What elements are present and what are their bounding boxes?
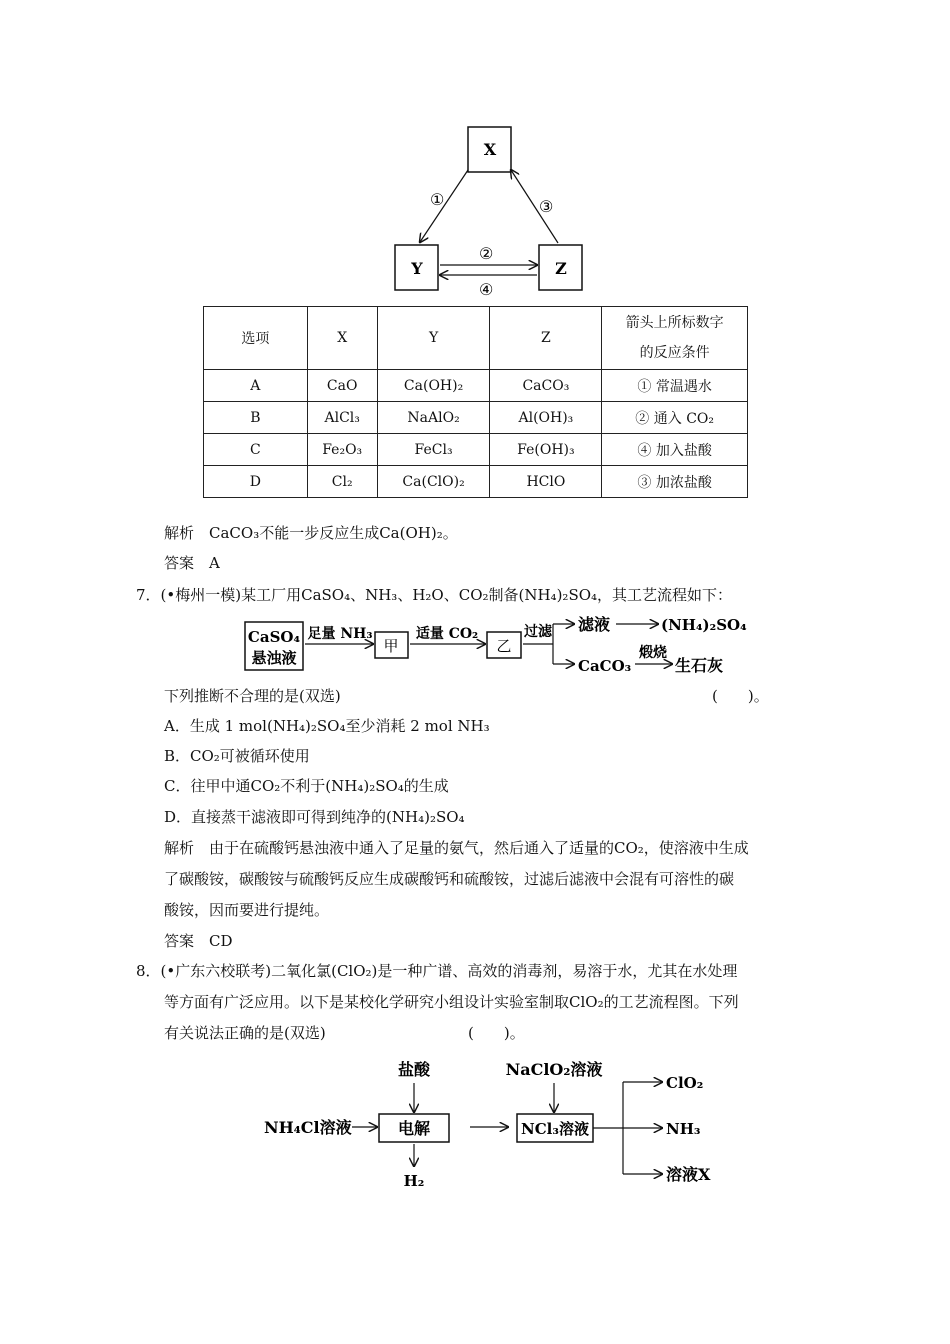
num-2: ② [479, 244, 494, 263]
q8-line3: 有关说法正确的是(双选) [164, 1024, 326, 1042]
header-condition-line1: 箭头上所标数字 [625, 315, 724, 331]
table-cell: ④ 加入盐酸 [602, 434, 748, 466]
q7-option-b: B．CO₂可被循环使用 [164, 747, 310, 765]
table-cell: ① 常温遇水 [602, 370, 748, 402]
q7-option-a: A．生成 1 mol(NH₄)₂SO₄至少消耗 2 mol NH₃ [164, 717, 490, 735]
q8-nh4cl: NH₄Cl溶液 [264, 1118, 352, 1137]
header-option: 选项 [204, 307, 308, 370]
triangle-diagram [380, 120, 600, 300]
q7-prompt: 下列推断不合理的是(双选) [164, 687, 341, 705]
header-x: X [307, 307, 377, 370]
table-row [204, 402, 748, 434]
header-condition [602, 307, 748, 370]
table-cell: NaAlO₂ [377, 402, 490, 434]
header-condition-line2: 的反应条件 [639, 345, 710, 361]
q6-analysis: 解析 CaCO₃不能一步反应生成Ca(OH)₂。 [164, 524, 458, 542]
table-row [204, 434, 748, 466]
q7-flow-diagram [240, 612, 750, 678]
table-cell: Fe₂O₃ [307, 434, 377, 466]
table-cell: ② 通入 CO₂ [602, 402, 748, 434]
q8-electrolysis: 电解 [397, 1119, 431, 1138]
table-cell: ③ 加浓盐酸 [602, 466, 748, 498]
q8-naclo2: NaClO₂溶液 [505, 1060, 603, 1079]
q7-bottom2: 生石灰 [675, 656, 724, 675]
q8-h2: H₂ [403, 1172, 425, 1190]
q8-line1: 8．(•广东六校联考)二氧化氯(ClO₂)是一种广谱、高效的消毒剂，易溶于水，尤其在水处理 [136, 962, 738, 980]
q8-ncl3: NCl₃溶液 [521, 1120, 589, 1138]
q8-blank: ( )。 [468, 1024, 525, 1042]
q7-arrow2-label: 适量 CO₂ [415, 626, 479, 642]
q6-answer: 答案 A [164, 554, 220, 572]
header-z: Z [490, 307, 602, 370]
table-cell: Ca(ClO)₂ [377, 466, 490, 498]
num-4: ④ [479, 280, 494, 299]
q7-box2: 甲 [383, 637, 399, 655]
num-1: ① [430, 190, 445, 209]
table-cell: Ca(OH)₂ [377, 370, 490, 402]
table-cell: HClO [490, 466, 602, 498]
q8-flow-diagram [258, 1055, 738, 1200]
q7-option-d: D．直接蒸干滤液即可得到纯净的(NH₄)₂SO₄ [164, 808, 465, 826]
table-cell: D [204, 466, 308, 498]
q7-analysis-line3: 酸铵，因而要进行提纯。 [164, 901, 330, 919]
q7-analysis-line1: 解析 由于在硫酸钙悬浊液中通入了足量的氨气，然后通入了适量的CO₂，使溶液中生成 [164, 839, 749, 857]
table-cell: A [204, 370, 308, 402]
table-row [204, 370, 748, 402]
table-cell: B [204, 402, 308, 434]
q7-top1: 滤液 [578, 615, 611, 634]
table-cell: CaO [307, 370, 377, 402]
q7-box3: 乙 [496, 637, 512, 655]
q7-stem: 7．(•梅州一模)某工厂用CaSO₄、NH₃、H₂O、CO₂制备(NH₄)₂SO₄，其工艺流程如下： [136, 586, 733, 604]
q8-clo2: ClO₂ [666, 1074, 704, 1092]
q7-arrow3-label: 过滤 [524, 624, 552, 640]
table-cell: C [204, 434, 308, 466]
q8-solx: 溶液X [666, 1165, 711, 1184]
q7-bottom-arrow-label: 煅烧 [639, 645, 667, 661]
q7-option-c: C．往甲中通CO₂不利于(NH₄)₂SO₄的生成 [164, 777, 449, 795]
header-y: Y [377, 307, 490, 370]
q7-box1-line1: CaSO₄ [247, 628, 301, 646]
q8-hcl: 盐酸 [397, 1060, 431, 1079]
q7-top2: (NH₄)₂SO₄ [661, 616, 747, 634]
label-x: X [483, 140, 497, 159]
q8-nh3: NH₃ [666, 1120, 701, 1138]
table-cell: Fe(OH)₃ [490, 434, 602, 466]
q8-line2: 等方面有广泛应用。以下是某校化学研究小组设计实验室制取ClO₂的工艺流程图。下列 [164, 993, 739, 1011]
q7-analysis-line2: 了碳酸铵，碳酸铵与硫酸钙反应生成碳酸钙和硫酸铵，过滤后滤液中会混有可溶性的碳 [164, 870, 735, 888]
q7-blank: ( )。 [712, 687, 769, 705]
table-cell: FeCl₃ [377, 434, 490, 466]
options-table [203, 306, 748, 498]
table-cell: Cl₂ [307, 466, 377, 498]
q7-box1-line2: 悬浊液 [251, 649, 297, 667]
table-cell: Al(OH)₃ [490, 402, 602, 434]
table-row [204, 466, 748, 498]
label-z: Z [555, 259, 567, 278]
q7-arrow1-label: 足量 NH₃ [307, 626, 373, 642]
table-cell: CaCO₃ [490, 370, 602, 402]
table-header-row [204, 307, 748, 370]
num-3: ③ [539, 197, 554, 216]
table-cell: AlCl₃ [307, 402, 377, 434]
q7-answer: 答案 CD [164, 932, 233, 950]
label-y: Y [411, 259, 423, 278]
q7-bottom1: CaCO₃ [578, 657, 632, 675]
